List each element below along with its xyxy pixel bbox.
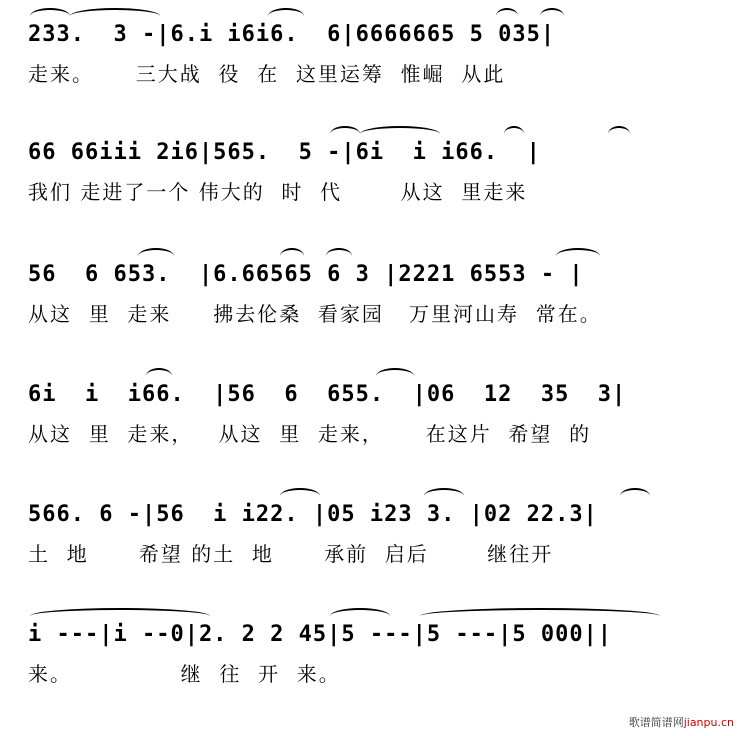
system-5 xyxy=(0,480,744,580)
notation-line: 566. 6 -|56 i i22. |05 i23 3. |02 22.3| xyxy=(28,502,598,527)
notation-line: 66 66iii 2i6|565. 5 -|6i i i66. | xyxy=(28,140,541,165)
watermark-site: jianpu.cn xyxy=(683,716,734,729)
system-3 xyxy=(0,240,744,340)
notation-line: 6i i i66. |56 6 655. |06 12 35 3| xyxy=(28,382,627,407)
lyrics-line: 我们 走进了一个 伟大的 时 代 从这 里走来 xyxy=(28,180,528,204)
system-1 xyxy=(0,0,744,100)
lyrics-line: 土 地 希望 的土 地 承前 启后 继往开 xyxy=(28,542,554,566)
notation-line: 233. 3 -|6.i i6i6. 6|6666665 5 035| xyxy=(28,22,556,47)
notation-line: 56 6 653. |6.66565 6 3 |2221 6553 - | xyxy=(28,262,584,287)
lyrics-line: 从这 里 走来， 从这 里 走来， 在这片 希望 的 xyxy=(28,422,592,446)
lyrics-line: 从这 里 走来 拂去伦桑 看家园 万里河山寿 常在。 xyxy=(28,302,602,326)
system-6 xyxy=(0,600,744,700)
watermark-prefix: 歌谱简谱网 xyxy=(628,716,684,729)
slur xyxy=(608,126,630,142)
system-2 xyxy=(0,118,744,218)
site-watermark xyxy=(629,714,734,730)
slur xyxy=(620,488,650,504)
system-4 xyxy=(0,360,744,460)
notation-line: i ---|i --0|2. 2 2 45|5 ---|5 ---|5 000|| xyxy=(28,622,613,647)
lyrics-line: 来。 继 往 开 来。 xyxy=(28,662,341,686)
lyrics-line: 走来。 三大战 役 在 这里运筹 惟崛 从此 xyxy=(28,62,506,86)
